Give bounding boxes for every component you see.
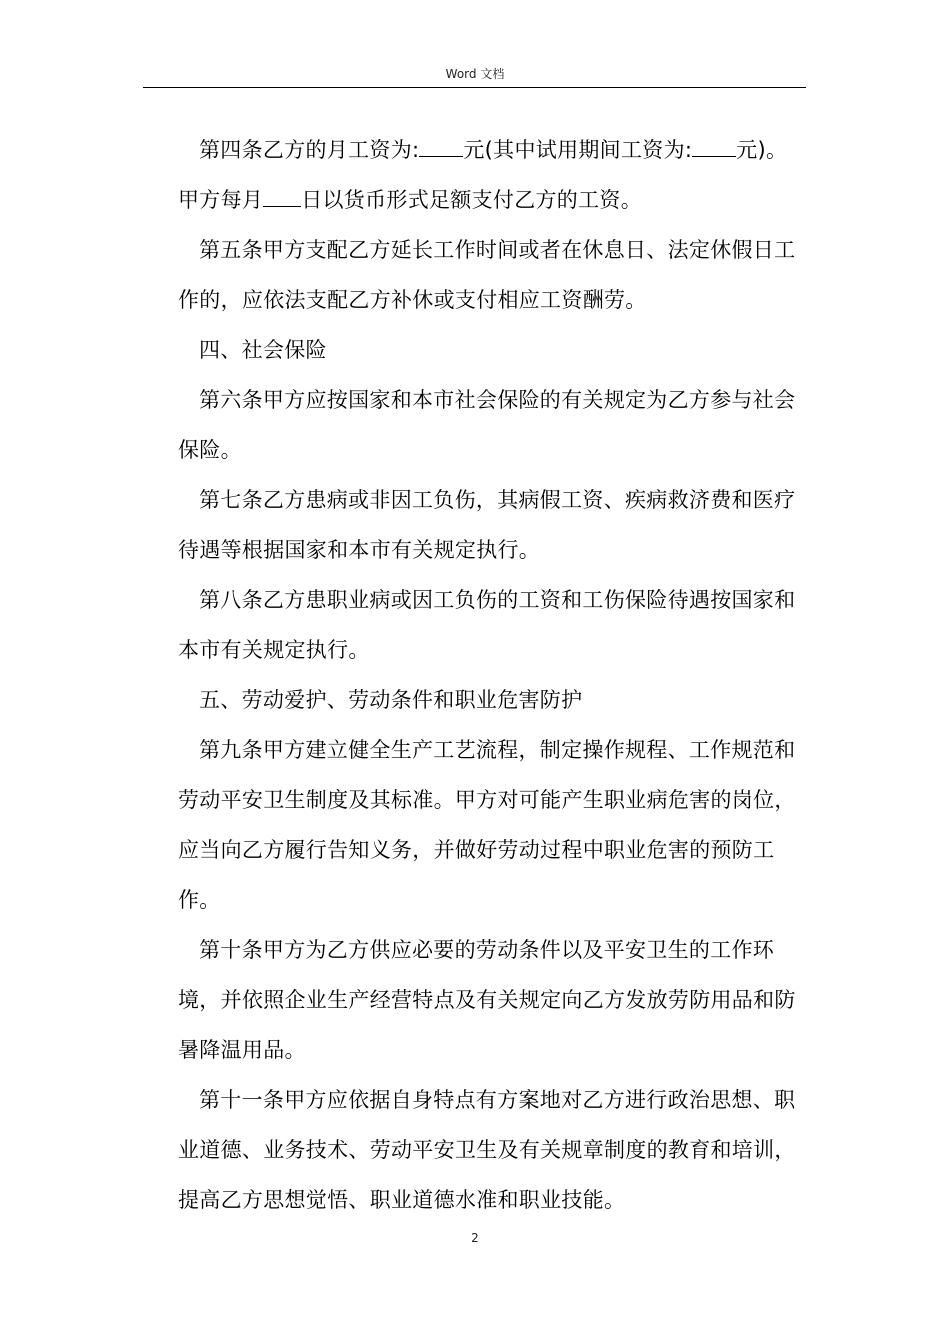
paragraph-article-4 (178, 125, 806, 175)
header-divider (143, 87, 806, 88)
paragraph-article-5: 第五条甲方支配乙方延长工作时间或者在休息日、法定休假日工作的，应依法支配乙方补休或支付相应工资酬劳。 (178, 238, 796, 312)
paragraph-text: 日以货币形式足额支付乙方的工资。 (301, 188, 643, 212)
blank-underline-probation-salary (692, 156, 736, 157)
paragraph-article-8: 第八条乙方患职业病或因工负伤的工资和工伤保险待遇按国家和本市有关规定执行。 (178, 588, 796, 662)
paragraph-text: 甲方每月 (178, 188, 264, 212)
paragraph-article-6: 第六条甲方应按国家和本市社会保险的有关规定为乙方参与社会保险。 (178, 388, 796, 462)
paragraph-article-9: 第九条甲方建立健全生产工艺流程，制定操作规程、工作规范和劳动平安卫生制度及其标准。甲方对可能产生职业病危害的岗位，应当向乙方履行告知义务，并做好劳动过程中职业危害的预防工作。 (178, 738, 796, 912)
paragraph-text: 元)。 (736, 138, 788, 162)
document-body (178, 125, 806, 1225)
paragraph-text: 元(其中试用期间工资为: (463, 138, 693, 162)
page-header: Word 文档 (445, 67, 505, 81)
paragraph-text: 第四条乙方的月工资为: (199, 138, 420, 162)
paragraph-article-10: 第十条甲方为乙方供应必要的劳动条件以及平安卫生的工作环境，并依照企业生产经营特点及有关规定向乙方发放劳防用品和防暑降温用品。 (178, 938, 796, 1062)
section-heading-social-insurance: 四、社会保险 (199, 338, 327, 362)
paragraph-article-7: 第七条乙方患病或非因工负伤，其病假工资、疾病救济费和医疗待遇等根据国家和本市有关规定执行。 (178, 488, 796, 562)
page-number: 2 (471, 1231, 479, 1245)
blank-underline-payday (263, 206, 301, 207)
paragraph-payday (178, 175, 806, 225)
paragraph-article-11: 第十一条甲方应依据自身特点有方案地对乙方进行政治思想、职业道德、业务技术、劳动平安卫生及有关规章制度的教育和培训，提高乙方思想觉悟、职业道德水准和职业技能。 (178, 1088, 796, 1212)
section-heading-labor-protection: 五、劳动爱护、劳动条件和职业危害防护 (199, 688, 583, 712)
blank-underline-monthly-salary (419, 156, 463, 157)
